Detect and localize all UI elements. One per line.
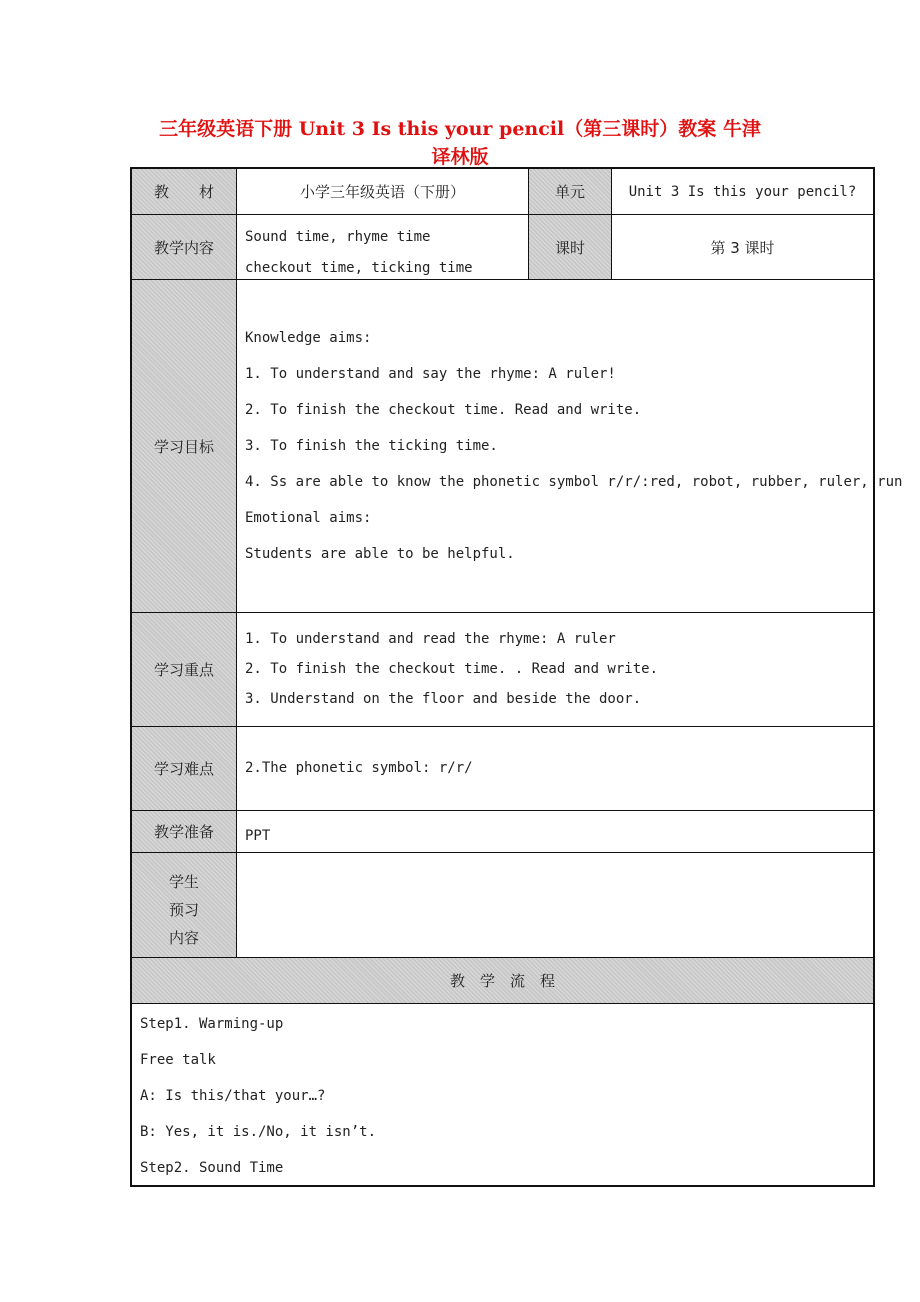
process-line: Step2. Sound Time bbox=[140, 1160, 284, 1176]
preview-value bbox=[236, 852, 874, 958]
preview-label-line: 内容 bbox=[168, 929, 199, 947]
content-value bbox=[236, 214, 529, 280]
unit-value: Unit 3 Is this your pencil? bbox=[611, 168, 874, 215]
preparation-line: PPT bbox=[245, 828, 271, 844]
objective-line: Students are able to be helpful. bbox=[245, 546, 515, 562]
period-label: 课时 bbox=[528, 214, 612, 280]
difficulties-value bbox=[236, 726, 874, 811]
objective-line: 1. To understand and say the rhyme: A ruler! bbox=[245, 366, 616, 382]
objectives-label: 学习目标 bbox=[131, 279, 237, 613]
content-label: 教学内容 bbox=[131, 214, 237, 280]
objective-line: Emotional aims: bbox=[245, 510, 372, 526]
content-line: checkout time, ticking time bbox=[245, 260, 473, 276]
process-line: Free talk bbox=[140, 1052, 216, 1068]
preparation-value bbox=[236, 810, 874, 853]
unit-label: 单元 bbox=[528, 168, 612, 215]
objective-line: 4. Ss are able to know the phonetic symbol r/r/:red, robot, rubber, ruler, run bbox=[245, 474, 903, 490]
key-point-line: 3. Understand on the floor and beside the door. bbox=[245, 691, 642, 707]
key-points-value bbox=[236, 612, 874, 727]
process-line: Step1. Warming-up bbox=[140, 1016, 284, 1032]
process-line: A: Is this/that your…? bbox=[140, 1088, 326, 1104]
material-label: 教 材 bbox=[131, 168, 237, 215]
objectives-value bbox=[236, 279, 903, 613]
document-title-line-1: 三年级英语下册 Unit 3 Is this your pencil（第三课时）教案 牛津 bbox=[159, 118, 761, 140]
preview-label bbox=[131, 852, 237, 958]
difficulties-label: 学习难点 bbox=[131, 726, 237, 811]
material-value: 小学三年级英语（下册） bbox=[236, 168, 529, 215]
process-heading: 教 学 流 程 bbox=[131, 957, 874, 1004]
content-line: Sound time, rhyme time bbox=[245, 229, 431, 245]
preparation-label: 教学准备 bbox=[131, 810, 237, 853]
document-title-line-2: 译林版 bbox=[431, 146, 489, 168]
key-point-line: 1. To understand and read the rhyme: A ruler bbox=[245, 631, 616, 647]
key-point-line: 2. To finish the checkout time. . Read and write. bbox=[245, 661, 659, 677]
process-body bbox=[131, 1003, 874, 1186]
process-line: B: Yes, it is./No, it isn’t. bbox=[140, 1124, 377, 1140]
objective-line: 3. To finish the ticking time. bbox=[245, 438, 498, 454]
preview-label-line: 学生 bbox=[168, 873, 199, 891]
objective-line: Knowledge aims: bbox=[245, 330, 372, 346]
period-value: 第 3 课时 bbox=[611, 214, 874, 280]
objective-line: 2. To finish the checkout time. Read and write. bbox=[245, 402, 642, 418]
key-points-label: 学习重点 bbox=[131, 612, 237, 727]
preview-label-line: 预习 bbox=[168, 901, 199, 919]
difficulty-line: 2.The phonetic symbol: r/r/ bbox=[245, 760, 473, 776]
